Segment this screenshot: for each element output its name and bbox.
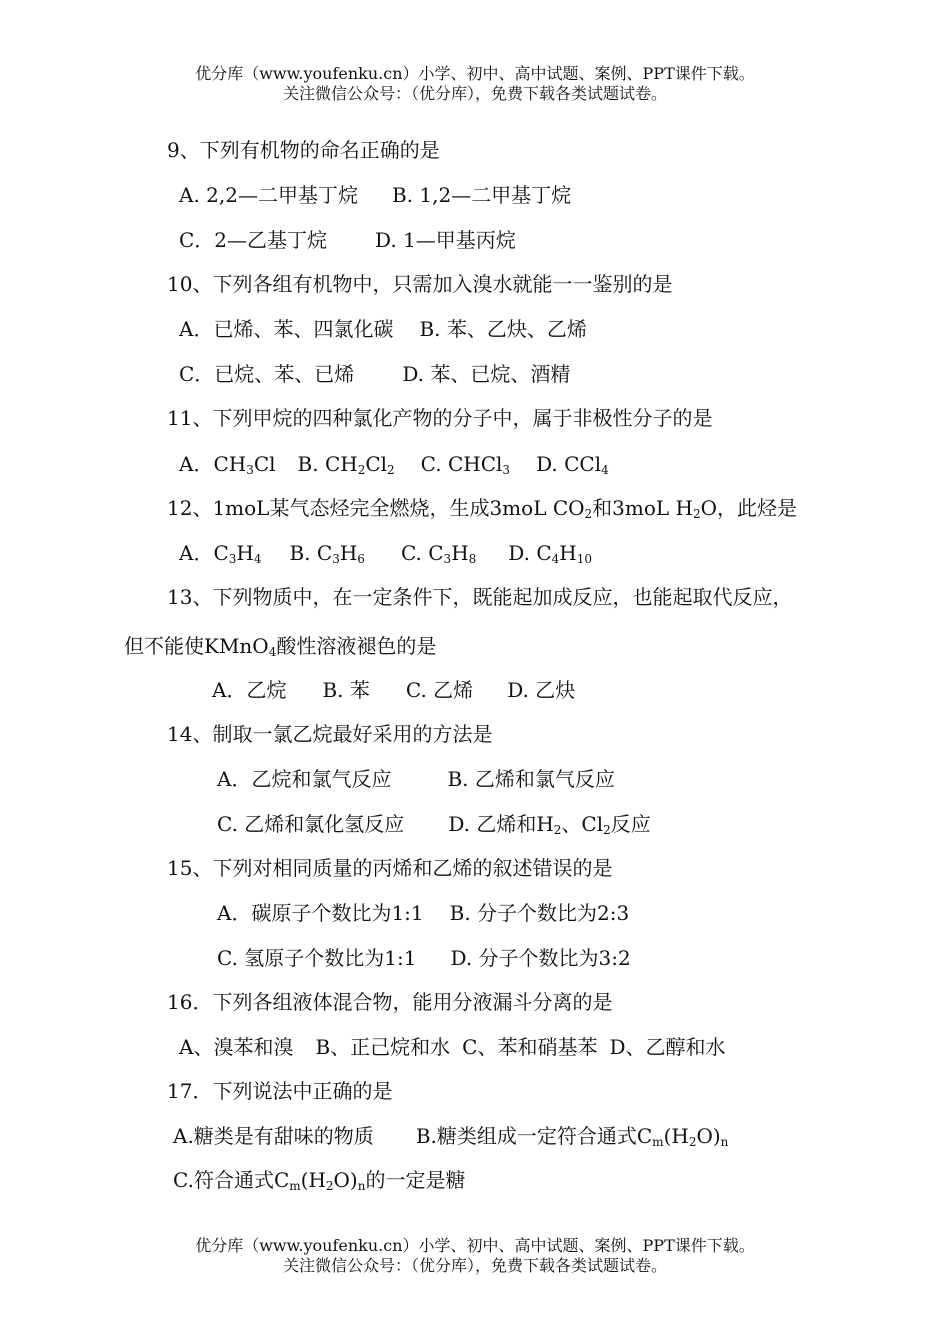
option-b: B. 分子个数比为2:3: [449, 901, 630, 925]
option-c: C. $C_3H_8$: [400, 541, 477, 566]
footer-line-2: 关注微信公众号：（优分库），免费下载各类试题试卷。: [282, 1256, 667, 1275]
option-b: B.糖类组成一定符合通式$C_m(H_2O)_n$: [415, 1124, 729, 1149]
option-c: C. 乙烯和氯化氢反应: [217, 812, 405, 836]
option-a: A．$C_3H_4$: [179, 541, 262, 566]
question-10-options-row-2: [179, 360, 570, 388]
option-d: D. 苯、已烷、酒精: [402, 362, 571, 386]
question-15-options-row-1: [217, 899, 629, 927]
footer-line-1: 优分库（www.youfenku.cn）小学、初中、高中试题、案例、PPT课件下载。: [195, 1236, 755, 1255]
option-b: B. 苯、乙炔、乙烯: [419, 317, 587, 341]
option-d: D. 分子个数比为3:2: [450, 946, 631, 970]
option-b: B. $C_3H_6$: [289, 541, 365, 566]
option-c: C. 氢原子个数比为1:1: [217, 946, 417, 970]
question-9-stem: 9、下列有机物的命名正确的是: [167, 138, 440, 162]
option-b: B. $CH_2Cl_2$: [297, 452, 395, 477]
header-line-1: 优分库（www.youfenku.cn）小学、初中、高中试题、案例、PPT课件下载。: [195, 64, 755, 83]
question-17-options-row-2: [173, 1166, 465, 1194]
option-c: C. CHCl$_3$: [420, 452, 511, 477]
header-line-2: 关注微信公众号：（优分库），免费下载各类试题试卷。: [282, 84, 667, 103]
option-b: B. 1,2—二甲基丁烷: [391, 183, 572, 207]
page-header: [0, 64, 950, 104]
option-d: D、乙醇和水: [609, 1035, 726, 1059]
option-d: D. CCl$_4$: [536, 452, 609, 477]
option-b: B、正己烷和水: [315, 1035, 451, 1059]
option-b: B. 苯: [322, 678, 370, 702]
option-a: A. 2,2—二甲基丁烷: [179, 183, 358, 207]
option-b: B. 乙烯和氯气反应: [447, 767, 615, 791]
option-c: C、苯和硝基苯: [462, 1035, 598, 1059]
option-a: A．已烯、苯、四氯化碳: [179, 317, 394, 341]
option-d: D. 乙烯和$H_2$、$Cl_2$反应: [448, 812, 651, 837]
option-d: D. $C_4H_{10}$: [508, 541, 592, 566]
question-16-stem: 16．下列各组液体混合物，能用分液漏斗分离的是: [167, 990, 613, 1014]
question-9-options-row-2: [179, 226, 516, 254]
option-c: C.符合通式$C_m(H_2O)_n$的一定是糖: [173, 1168, 466, 1193]
question-10-stem: 10、下列各组有机物中，只需加入溴水就能一一鉴别的是: [167, 272, 673, 296]
question-16-options: [179, 1033, 726, 1061]
question-14-options-row-2: [217, 810, 651, 838]
question-13-options: [212, 676, 575, 704]
page-footer: [0, 1236, 950, 1276]
option-d: D. 1—甲基丙烷: [375, 228, 516, 252]
option-c: C．2—乙基丁烷: [179, 228, 328, 252]
question-14-stem: 14、制取一氯乙烷最好采用的方法是: [167, 722, 493, 746]
option-c: C. 乙烯: [405, 678, 474, 702]
option-a: A．乙烷和氯气反应: [217, 767, 392, 791]
question-13-stem-line-2: 但不能使KMnO$_4$酸性溶液褪色的是: [124, 634, 437, 659]
question-14-options-row-1: [217, 765, 615, 793]
option-a: A．$CH_3Cl$: [179, 452, 276, 477]
option-a: A．乙烷: [212, 678, 287, 702]
question-13-stem-line-1: 13、下列物质中，在一定条件下，既能起加成反应，也能起取代反应，: [167, 585, 793, 609]
question-15-options-row-2: [217, 944, 631, 972]
question-12-stem: 12、1moL某气态烃完全燃烧，生成3moL $CO_2$和3moL $H_2O$，此烃是: [167, 496, 798, 521]
question-12-options: [179, 539, 592, 567]
question-17-stem: 17．下列说法中正确的是: [167, 1079, 393, 1103]
option-c: C．已烷、苯、已烯: [179, 362, 355, 386]
question-11-stem: 11、下列甲烷的四种氯化产物的分子中，属于非极性分子的是: [167, 406, 713, 430]
option-a: A．碳原子个数比为1:1: [217, 901, 424, 925]
option-d: D. 乙炔: [507, 678, 576, 702]
option-a: A、溴苯和溴: [179, 1035, 294, 1059]
question-15-stem: 15、下列对相同质量的丙烯和乙烯的叙述错误的是: [167, 856, 613, 880]
question-11-options: [179, 450, 609, 478]
question-17-options-row-1: [173, 1122, 728, 1150]
option-a: A.糖类是有甜味的物质: [173, 1124, 374, 1148]
question-10-options-row-1: [179, 315, 587, 343]
question-9-options-row-1: [179, 181, 571, 209]
